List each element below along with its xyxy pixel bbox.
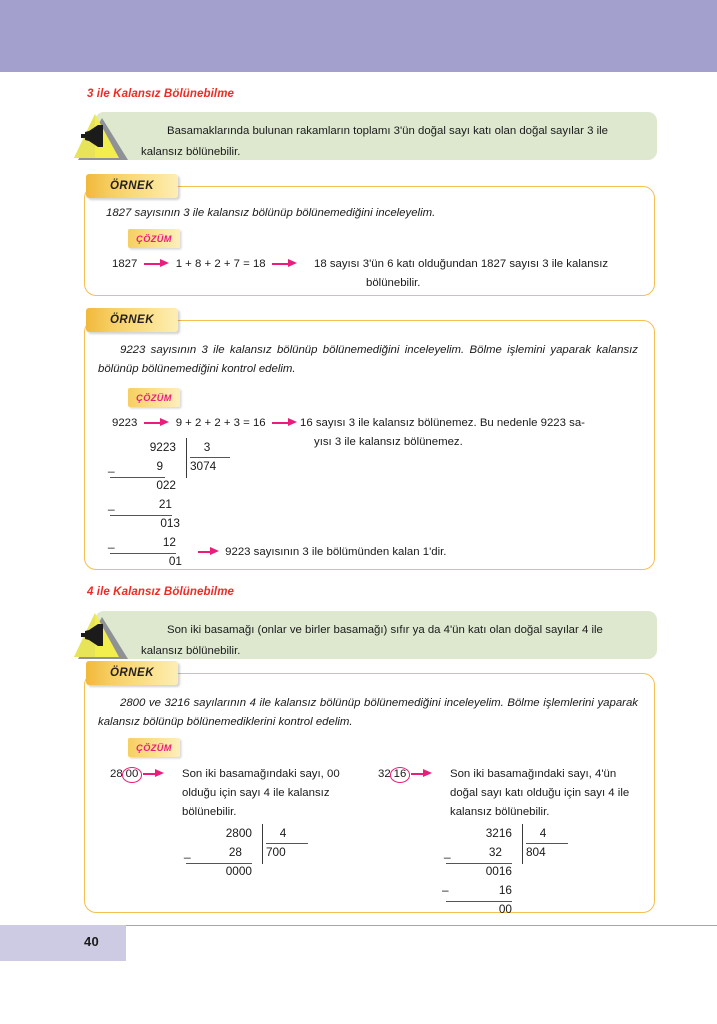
division-result: 0000 <box>225 864 252 878</box>
ornek-label-3: ÖRNEK <box>86 661 178 685</box>
division-dividend: 9223 <box>149 440 176 454</box>
left-text-line2: olduğu için sayı 4 ile kalansız <box>182 787 330 799</box>
rule-text-line1: Son iki basamağı (onlar ve birler basamağı) sıfır ya da 4'ün katı olan doğal sayılar 4 <box>167 624 589 636</box>
example-1-start-number: 1827 <box>112 258 138 270</box>
division-dividend: 2800 <box>225 826 252 840</box>
arrow-right-icon <box>144 418 170 427</box>
cozum-label-1: ÇÖZÜM <box>128 229 180 248</box>
division-dividend: 3216 <box>485 826 512 840</box>
example-2-calculation <box>112 414 301 433</box>
rule-box-divisible-by-3 <box>95 112 657 160</box>
example-2-prompt <box>98 341 638 379</box>
left-text-line3: bölünebilir. <box>182 806 237 818</box>
example-3-left-body <box>182 765 355 822</box>
minus-sign-2: _ <box>108 497 115 511</box>
division-subtrahend-1: 32 <box>488 845 502 859</box>
page-number: 40 <box>84 934 100 949</box>
right-text-line1: Son iki basamağındaki sayı, 4'ün <box>450 768 617 780</box>
division-step-3-value: 21 <box>158 497 172 511</box>
division-divisor: 4 <box>279 826 287 840</box>
division-quotient: 804 <box>526 845 546 859</box>
right-number-prefix: 32 <box>378 768 391 780</box>
rule-box-divisible-by-4 <box>95 611 657 659</box>
page-header-bar <box>0 0 717 72</box>
division-quotient: 700 <box>266 845 286 859</box>
division-step-1-value: 9 <box>156 459 163 473</box>
division-step-2-bringdown: 022 <box>156 478 176 492</box>
left-number-circled-digits: 00 <box>122 767 143 783</box>
example-3-prompt-line2: yaparak kalansız bölünüp bölünemediklerini kontrol edelim. <box>98 697 638 728</box>
ornek-label-2: ÖRNEK <box>86 308 178 332</box>
minus-sign-3: _ <box>108 535 115 549</box>
example-1-conclusion-line2: bölünebilir. <box>366 277 421 289</box>
example-2-prompt-line2: kalansız bölünüp bölünemediğini kontrol edelim. <box>98 344 639 375</box>
example-2-conclusion-line1: 16 sayısı 3 ile kalansız bölünemez. Bu nedenle 9223 sa- <box>300 417 585 429</box>
left-number-prefix: 28 <box>110 768 123 780</box>
rule-text-line2: ile kalansız bölünebilir. <box>141 624 603 657</box>
example-2-start-number: 9223 <box>112 417 138 429</box>
division-divisor-underline <box>190 457 230 458</box>
remainder-note-text: 9223 sayısının 3 ile bölümünden kalan 1'dir. <box>225 546 447 558</box>
page-footer-bar <box>0 925 126 961</box>
example-2-prompt-line1: 9223 sayısının 3 ile kalansız bölünüp bölünemediğini inceleyelim. Bölme işlemini yaparak <box>120 344 591 356</box>
section-heading-divisible-by-3: 3 ile Kalansız Bölünebilme <box>87 88 235 100</box>
division-vertical-bar <box>522 824 523 864</box>
cozum-label-3: ÇÖZÜM <box>128 738 180 757</box>
example-3-prompt-line1: 2800 ve 3216 sayılarının 4 ile kalansız bölünüp bölünemediğini inceleyelim. Bölme işlemlerini <box>120 697 594 709</box>
minus-sign-1: _ <box>108 459 115 473</box>
example-1-conclusion-line1: 18 sayısı 3'ün 6 katı olduğundan 1827 sayısı 3 ile kalansız <box>314 258 609 270</box>
division-divisor: 3 <box>203 440 211 454</box>
arrow-right-icon <box>198 547 220 556</box>
division-step-4-bringdown: 013 <box>160 516 180 530</box>
right-text-line2: doğal sayı katı olduğu için sayı 4 ile <box>450 787 630 799</box>
division-divisor: 4 <box>539 826 547 840</box>
cozum-label-2: ÇÖZÜM <box>128 388 180 407</box>
megaphone-icon <box>72 611 130 663</box>
minus-sign-1: _ <box>184 845 191 859</box>
footer-divider-line <box>126 925 717 926</box>
example-3-right-body <box>450 765 633 822</box>
minus-sign-1: _ <box>444 845 451 859</box>
left-text-line1: Son iki basamağındaki sayı, 00 <box>182 768 340 780</box>
example-1-digit-sum: 1 + 8 + 2 + 7 = 18 <box>175 258 266 270</box>
rule-text-line2: ile kalansız bölünebilir. <box>141 125 608 158</box>
arrow-right-icon <box>143 769 165 778</box>
long-division-9223 <box>108 440 350 568</box>
example-1-conclusion <box>314 255 644 293</box>
megaphone-icon <box>72 112 130 164</box>
arrow-right-icon <box>144 259 170 268</box>
division-bringdown: 0016 <box>485 864 512 878</box>
division-subtrahend: 28 <box>228 845 242 859</box>
division-remainder: 01 <box>168 554 182 568</box>
example-3-left-explanation <box>110 765 355 822</box>
division-vertical-bar <box>186 438 187 478</box>
example-1-calculation <box>112 255 301 274</box>
division-divisor-underline <box>526 843 568 844</box>
example-2-conclusion-line2: yısı 3 ile kalansız bölünemez. <box>314 436 463 448</box>
division-divisor-underline <box>266 843 308 844</box>
division-vertical-bar <box>262 824 263 864</box>
long-division-2800 <box>184 826 396 886</box>
example-1-prompt: 1827 sayısının 3 ile kalansız bölünüp bölünemediğini inceleyelim. <box>106 207 436 219</box>
example-2-remainder-note <box>196 546 446 558</box>
long-division-3216 <box>442 826 656 921</box>
rule-text-line1: Basamaklarında bulunan rakamların toplamı 3'ün doğal sayı katı olan doğal sayılar 3 <box>167 125 594 137</box>
ornek-label-1: ÖRNEK <box>86 174 178 198</box>
division-subtrahend-2: 16 <box>498 883 512 897</box>
arrow-right-icon <box>411 769 433 778</box>
right-number-circled-digits: 16 <box>390 767 411 783</box>
example-3-left-number <box>110 768 167 780</box>
arrow-right-icon <box>272 418 298 427</box>
division-result: 00 <box>498 902 512 916</box>
arrow-right-icon <box>272 259 298 268</box>
example-3-right-explanation <box>378 765 633 822</box>
example-3-right-number <box>378 768 435 780</box>
division-quotient: 3074 <box>190 459 217 473</box>
minus-sign-2: – <box>442 883 449 897</box>
section-heading-divisible-by-4: 4 ile Kalansız Bölünebilme <box>87 586 235 598</box>
division-step-5-value: 12 <box>162 535 176 549</box>
right-text-line3: kalansız bölünebilir. <box>450 806 550 818</box>
example-2-digit-sum: 9 + 2 + 2 + 3 = 16 <box>175 417 266 429</box>
example-3-prompt <box>98 694 638 732</box>
